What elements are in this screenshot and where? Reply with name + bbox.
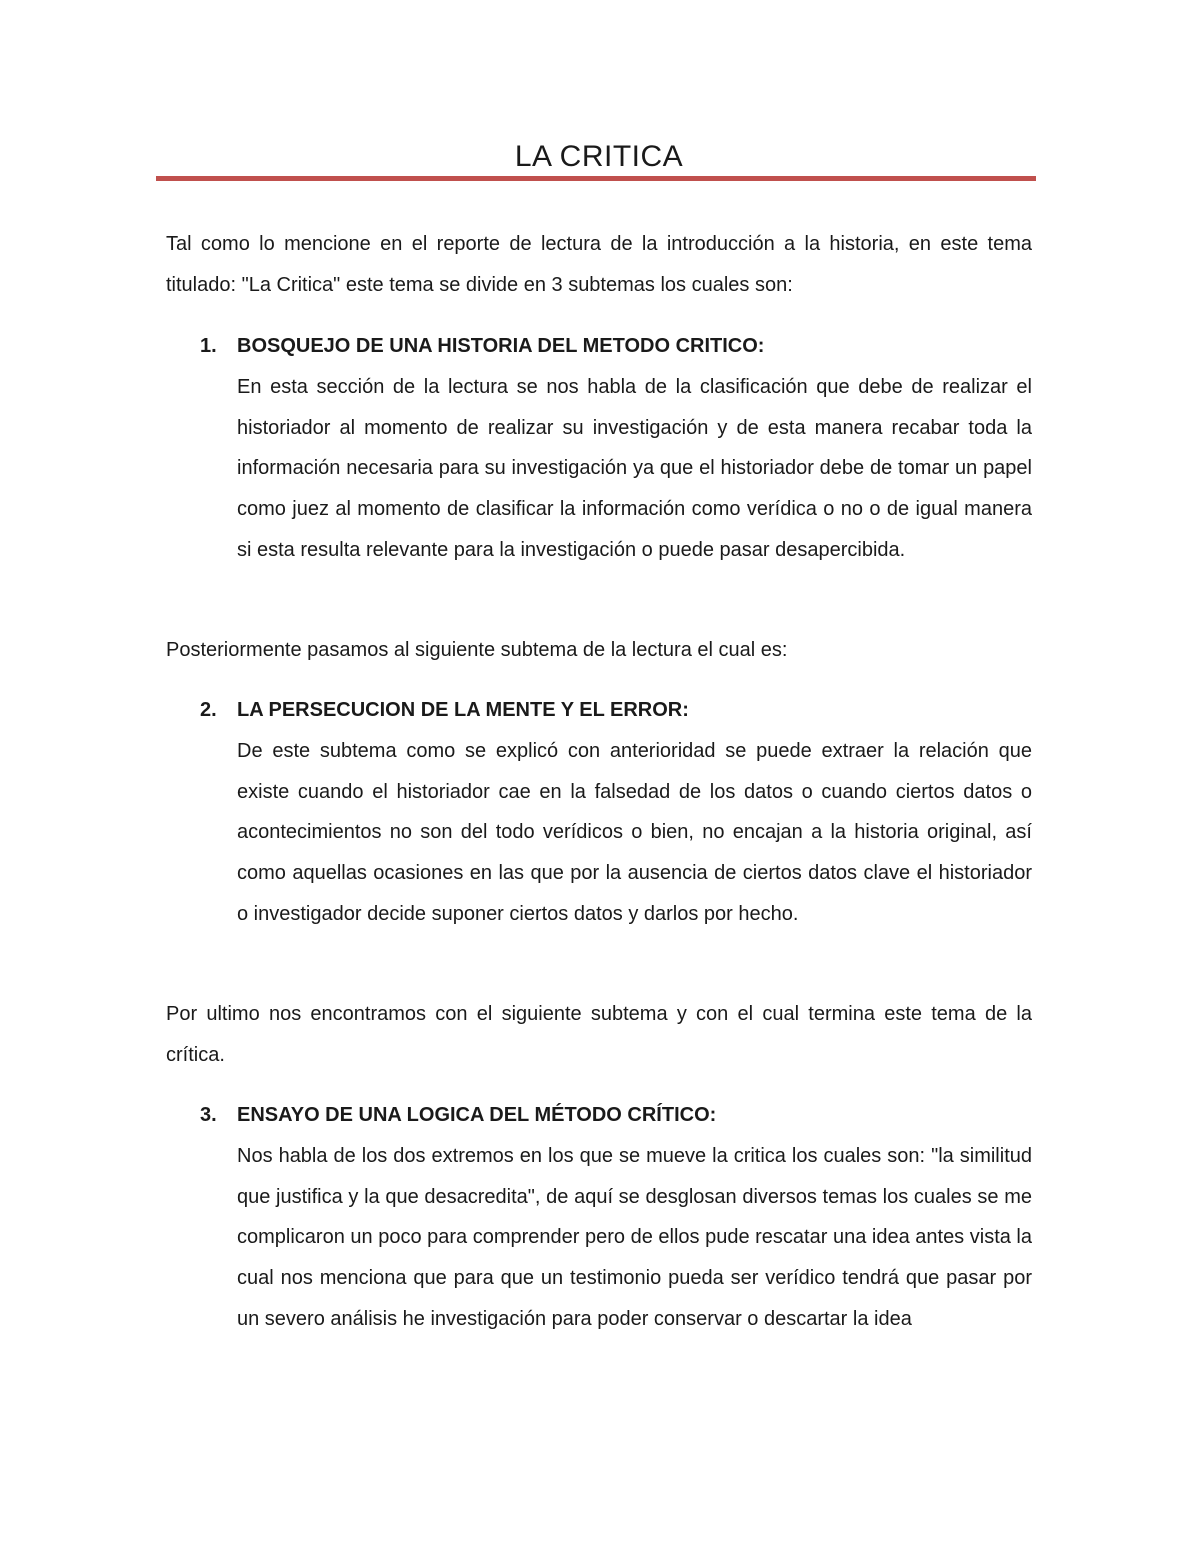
list-number: 2. [200,699,217,721]
section-heading: ENSAYO DE UNA LOGICA DEL MÉTODO CRÍTICO: [237,1104,717,1126]
transition-paragraph-2: Por ultimo nos encontramos con el siguiente subtema y con el cual termina este tema de la crítica. [166,1003,1032,1066]
section-body: De este subtema como se explicó con anterioridad se puede extraer la relación que existe cuando el historiador cae en la falsedad de los datos o cuando ciertos datos o acontecimientos no son del todo verídicos o bien, no encajan a la historia original, así como aquellas ocasiones en las que por la ausencia de ciertos datos clave el historiador o investigador decide suponer ciertos datos y darlos por hecho. [237,739,1032,925]
intro-paragraph: Tal como lo mencione en el reporte de lectura de la introducción a la historia, en este tema titulado: "La Critica" este tema se divide en 3 subtemas los cuales son: [166,233,1032,296]
section-heading: LA PERSECUCION DE LA MENTE Y EL ERROR: [237,699,689,721]
section-heading: BOSQUEJO DE UNA HISTORIA DEL METODO CRITICO: [237,335,765,357]
list-number: 1. [200,335,217,357]
title-underline-rule [156,176,1036,181]
section-body: En esta sección de la lectura se nos habla de la clasificación que debe de realizar el historiador al momento de realizar su investigación y de esta manera recabar toda la información necesaria para su investigación ya que el historiador debe de tomar un papel como juez al momento de clasificar la información como verídica o no o de igual manera si esta resulta relevante para la investigación o puede pasar desapercibida. [237,375,1032,561]
transition-paragraph-1: Posteriormente pasamos al siguiente subtema de la lectura el cual es: [166,639,788,661]
list-number: 3. [200,1104,217,1126]
document-title: LA CRITICA [514,140,684,173]
section-body: Nos habla de los dos extremos en los que se mueve la critica los cuales son: "la similitud que justifica y la que desacredita", de aquí se desglosan diversos temas los cuales se me complicaron un poco para comprender pero de ellos pude rescatar una idea antes vista la cual nos menciona que para que un testimonio pueda ser verídico tendrá que pasar por un severo análisis he investigación para poder conservar o descartar la idea [237,1144,1032,1330]
